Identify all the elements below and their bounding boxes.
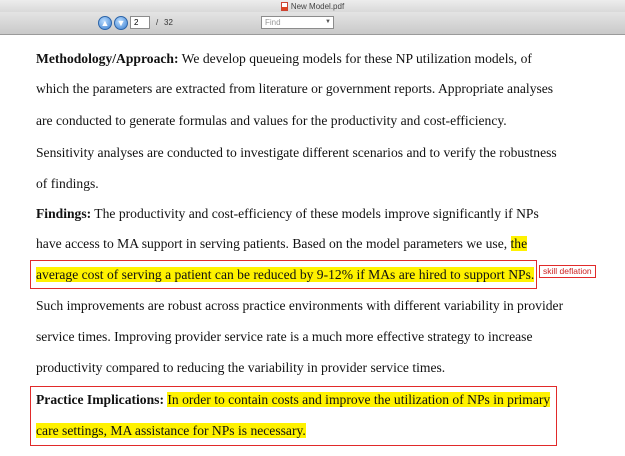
page-separator: / [156, 18, 159, 27]
text-span: We develop queueing models for these NP utilization models, of [178, 51, 532, 66]
dropdown-caret-icon[interactable]: ▼ [325, 19, 331, 25]
methodology-line-1 [36, 51, 532, 67]
text-span: The productivity and cost-efficiency of these models improve significantly if NPs [91, 206, 539, 221]
pdf-file-icon [281, 2, 288, 11]
findings-line-6: productivity compared to reducing the variability in provider service times. [36, 360, 446, 375]
text-span: have access to MA support in serving patients. Based on the model parameters we use, [36, 236, 511, 251]
highlighted-text: In order to contain costs and improve the utilization of NPs in primary [167, 392, 551, 407]
findings-line-4: Such improvements are robust across practice environments with different variability in provider [36, 298, 564, 313]
annotation-box-findings[interactable] [30, 260, 537, 289]
highlighted-text: average cost of serving a patient can be reduced by 9-12% if MAs are hired to support NPs. [36, 267, 535, 282]
arrow-down-icon: ▼ [116, 18, 126, 28]
window-title: New Model.pdf [290, 1, 345, 11]
methodology-line-3: are conducted to generate formulas and values for the productivity and cost-efficiency. [36, 113, 507, 128]
methodology-line-2: which the parameters are extracted from literature or government reports. Appropriate analyses [36, 81, 554, 96]
annotation-note[interactable]: skill deflation [539, 265, 596, 278]
next-page-button[interactable] [114, 16, 128, 30]
page-total: 32 [164, 18, 173, 27]
toolbar [0, 12, 625, 35]
highlighted-text: the [510, 236, 528, 251]
findings-line-5: service times. Improving provider service rate is a much more effective strategy to increase [36, 329, 533, 344]
findings-line-1 [36, 206, 539, 222]
findings-line-2 [36, 236, 527, 252]
arrow-up-icon: ▲ [100, 18, 110, 28]
window-titlebar [0, 0, 625, 12]
methodology-heading: Methodology/Approach: [36, 51, 179, 66]
highlighted-text: care settings, MA assistance for NPs is necessary. [36, 423, 306, 438]
page-number-input[interactable]: 2 [130, 16, 150, 29]
previous-page-button[interactable] [98, 16, 112, 30]
find-placeholder: Find [265, 18, 281, 27]
findings-heading: Findings: [36, 206, 92, 221]
methodology-line-4: Sensitivity analyses are conducted to investigate different scenarios and to verify the robustness [36, 145, 557, 160]
methodology-line-5: of findings. [36, 176, 99, 191]
implications-heading: Practice Implications: [36, 392, 164, 407]
annotation-box-implications[interactable] [30, 386, 557, 446]
find-input[interactable] [261, 16, 334, 29]
